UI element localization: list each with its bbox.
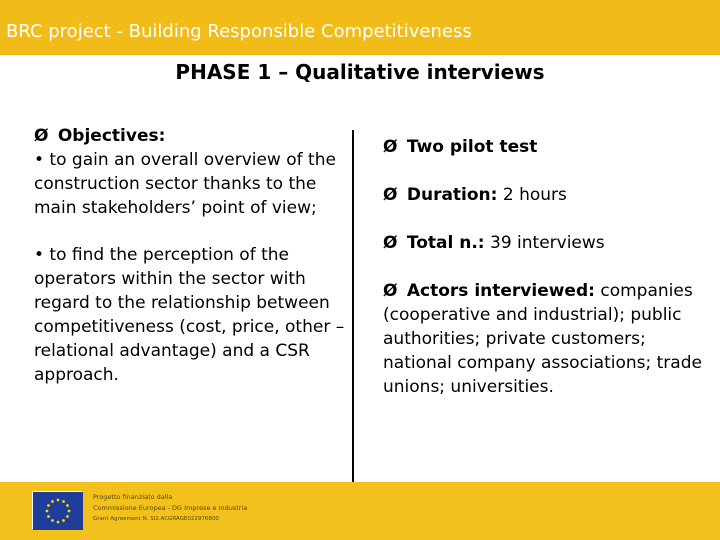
pilot-test-item (383, 135, 703, 159)
eu-flag-icon (32, 491, 82, 529)
actors-value: companies (cooperative and industrial); public authorities; private customers; national company associations; trade unions; universities. (383, 281, 702, 397)
header-title: BRC project - Building Responsible Competitiveness (6, 21, 472, 42)
funding-line-1: Progetto finanziato dalla (93, 493, 173, 501)
funding-line-2: Commissione Europea - DG Imprese e Industria (93, 504, 248, 512)
total-label: Total n.: (406, 233, 485, 253)
slide-title: PHASE 1 – Qualitative interviews (175, 60, 545, 84)
arrow-bullet-icon: Ø (383, 281, 398, 301)
objectives-column (34, 124, 346, 387)
eu-flag-graphic (33, 492, 83, 530)
objective-item-1: • to gain an overall overview of the construction sector thanks to the main stakeholders’ point of view; (34, 150, 336, 218)
arrow-bullet-icon: Ø (383, 137, 398, 157)
arrow-bullet-icon: Ø (383, 233, 398, 253)
grant-agreement: Grant Agreement N. SI2.ACGRAGE022976800 (93, 516, 219, 522)
total-item (383, 231, 703, 255)
arrow-bullet-icon: Ø (383, 185, 398, 205)
objectives-heading (34, 124, 346, 220)
funding-note (93, 492, 313, 525)
arrow-bullet-icon: Ø (34, 126, 49, 146)
pilot-test-label: Two pilot test (406, 137, 538, 157)
facts-column (383, 135, 703, 423)
total-value: 39 interviews (484, 233, 605, 253)
objectives-label: Objectives: (57, 126, 166, 146)
column-divider (352, 130, 354, 482)
duration-label: Duration: (406, 185, 498, 205)
objective-item-2: • to find the perception of the operators within the sector with regard to the relationship between competitiveness (cost, price, other – relational advantage) and a CSR approach. (34, 245, 345, 385)
header-bar (0, 0, 720, 55)
duration-item (383, 183, 703, 207)
duration-value: 2 hours (497, 185, 567, 205)
actors-item (383, 279, 703, 399)
actors-label: Actors interviewed: (406, 281, 595, 301)
